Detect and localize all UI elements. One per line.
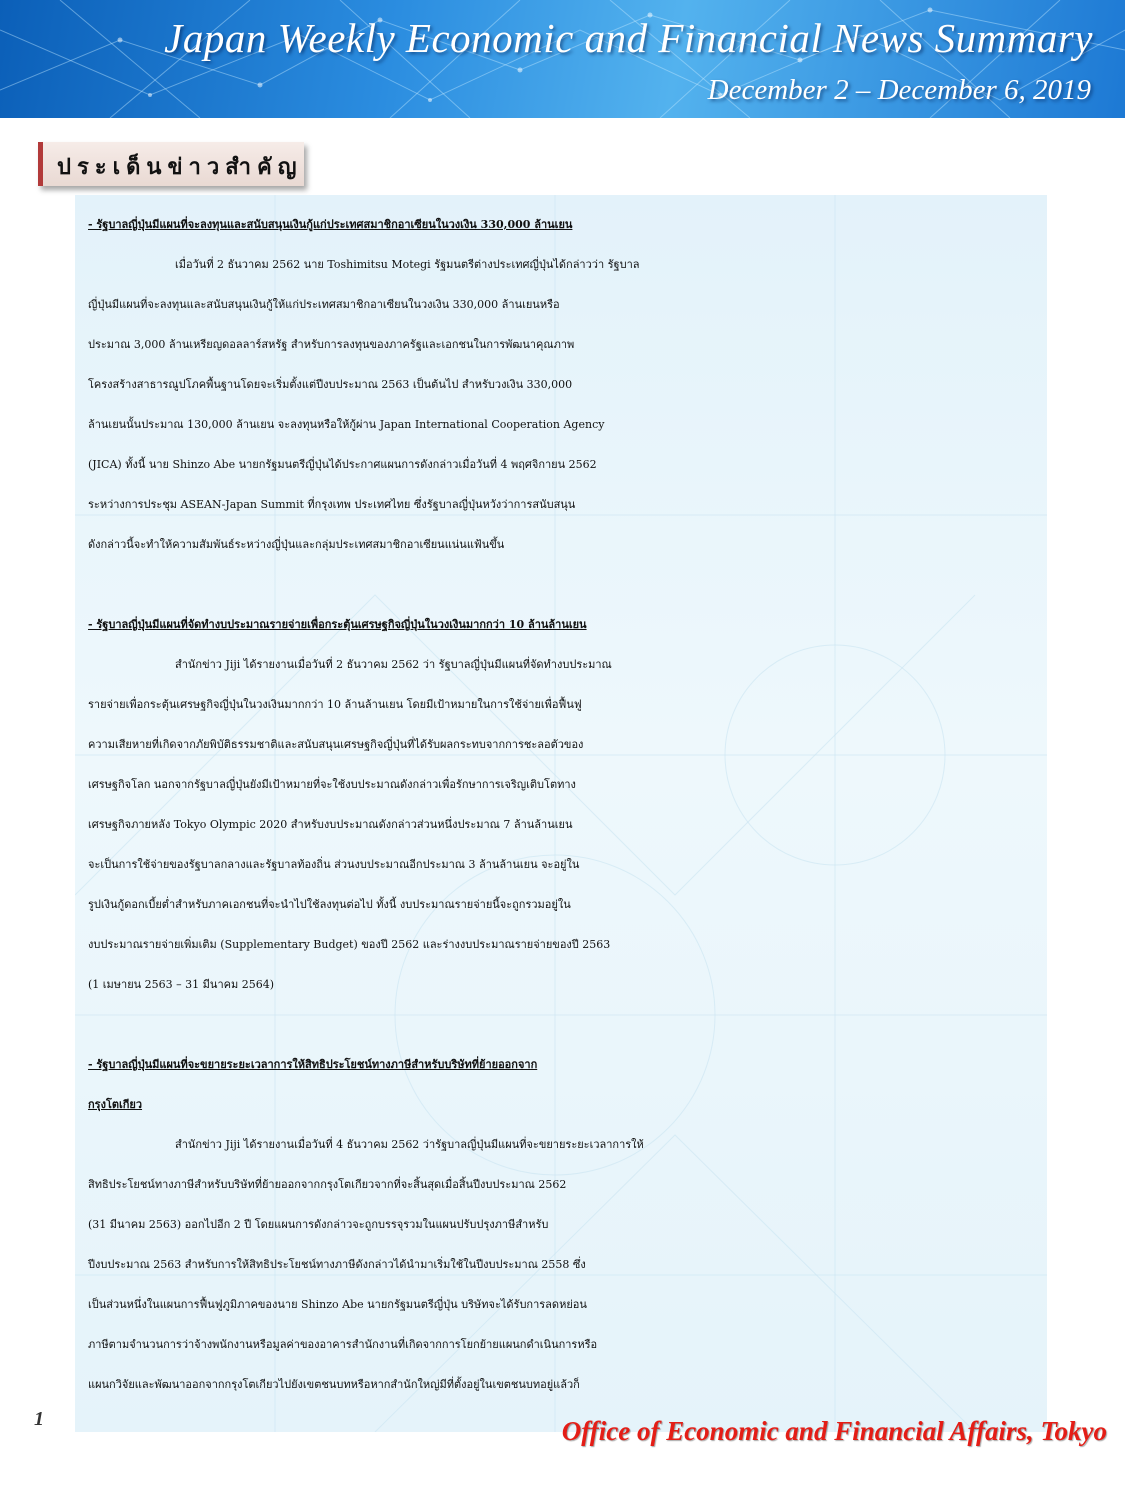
article-text-line: ปีงบประมาณ 2563 สำหรับการให้สิทธิประโยชน์ทางภาษีดังกล่าวได้นำมาเริ่มใช้ในปีงบประมาณ 2558 ซึ่ง xyxy=(88,1258,586,1271)
article-text-line: ระหว่างการประชุม ASEAN-Japan Summit ที่กรุงเทพ ประเทศไทย ซึ่งรัฐบาลญี่ปุ่นหวังว่าการสนับสนุน xyxy=(88,498,576,511)
article-text-line: (1 เมษายน 2563 – 31 มีนาคม 2564) xyxy=(88,978,275,991)
office-name-footer: Office of Economic and Financial Affairs, Tokyo xyxy=(561,1416,1107,1446)
article-text-line: เมื่อวันที่ 2 ธันวาคม 2562 นาย Toshimitsu Motegi รัฐมนตรีต่างประเทศญี่ปุ่นได้กล่าวว่า รัฐบาล xyxy=(175,258,640,271)
article-text-line: แผนกวิจัยและพัฒนาออกจากกรุงโตเกียวไปยังเขตชนบทหรือหากสำนักใหญ่มีที่ตั้งอยู่ในเขตชนบทอยู่แล้วก็ xyxy=(88,1378,580,1391)
article-headline: - รัฐบาลญี่ปุ่นมีแผนที่จะขยายระยะเวลาการให้สิทธิประโยชน์ทางภาษีสำหรับบริษัทที่ย้ายออกจาก xyxy=(88,1058,538,1071)
article-headline: - รัฐบาลญี่ปุ่นมีแผนที่จัดทำงบประมาณรายจ่ายเพื่อกระตุ้นเศรษฐกิจญี่ปุ่นในวงเงินมากกว่า 10 ล้านล้านเยน xyxy=(88,618,587,631)
article-tax-benefit-tokyo xyxy=(88,1045,1047,1405)
article-text-line: งบประมาณรายจ่ายเพิ่มเติม (Supplementary Budget) ของปี 2562 และร่างงบประมาณรายจ่ายของปี 2563 xyxy=(88,938,611,951)
article-text-line: ญี่ปุ่นมีแผนที่จะลงทุนและสนับสนุนเงินกู้ให้แก่ประเทศสมาชิกอาเซียนในวงเงิน 330,000 ล้านเยนหรือ xyxy=(88,298,560,311)
article-text-line: รูปเงินกู้ดอกเบี้ยต่ำสำหรับภาคเอกชนที่จะนำไปใช้ลงทุนต่อไป ทั้งนี้ งบประมาณรายจ่ายนี้จะถูกรวมอยู่ใน xyxy=(88,898,571,911)
article-stimulus-budget xyxy=(88,605,1047,1005)
article-text-line: เศรษฐกิจโลก นอกจากรัฐบาลญี่ปุ่นยังมีเป้าหมายที่จะใช้งบประมาณดังกล่าวเพื่อรักษาการเจริญเติบโตทาง xyxy=(88,778,576,791)
section-heading-key-news: ประเด็นข่าวสำคัญ xyxy=(38,142,304,186)
article-text-line: สำนักข่าว Jiji ได้รายงานเมื่อวันที่ 2 ธันวาคม 2562 ว่า รัฐบาลญี่ปุ่นมีแผนที่จัดทำงบประมาณ xyxy=(175,658,612,671)
article-text-line: (31 มีนาคม 2563) ออกไปอีก 2 ปี โดยแผนการดังกล่าวจะถูกบรรจุรวมในแผนปรับปรุงภาษีสำหรับ xyxy=(88,1218,549,1231)
article-text-line: สิทธิประโยชน์ทางภาษีสำหรับบริษัทที่ย้ายออกจากกรุงโตเกียวจากที่จะสิ้นสุดเมื่อสิ้นปีงบประมาณ 2562 xyxy=(88,1178,567,1191)
article-text-line: เศรษฐกิจภายหลัง Tokyo Olympic 2020 สำหรับงบประมาณดังกล่าวส่วนหนึ่งประมาณ 7 ล้านล้านเยน xyxy=(88,818,573,831)
article-text-line: จะเป็นการใช้จ่ายของรัฐบาลกลางและรัฐบาลท้องถิ่น ส่วนงบประมาณอีกประมาณ 3 ล้านล้านเยน จะอยู่ใน xyxy=(88,858,580,871)
article-asean-investment xyxy=(88,205,1047,565)
article-text-line: โครงสร้างสาธารณูปโภคพื้นฐานโดยจะเริ่มตั้งแต่ปีงบประมาณ 2563 เป็นต้นไป สำหรับวงเงิน 330,000 xyxy=(88,378,573,391)
article-text-line: ดังกล่าวนี้จะทำให้ความสัมพันธ์ระหว่างญี่ปุ่นและกลุ่มประเทศสมาชิกอาเซียนแน่นแฟ้นขึ้น xyxy=(88,538,505,551)
article-text-line: (JICA) ทั้งนี้ นาย Shinzo Abe นายกรัฐมนตรีญี่ปุ่นได้ประกาศแผนการดังกล่าวเมื่อวันที่ 4 พฤศจิกายน 2562 xyxy=(88,458,597,471)
article-headline-continued: กรุงโตเกียว xyxy=(88,1098,143,1111)
date-range: December 2 – December 6, 2019 xyxy=(707,74,1091,106)
article-list xyxy=(88,205,1047,1405)
newsletter-title: Japan Weekly Economic and Financial News Summary xyxy=(164,15,1093,61)
article-headline: - รัฐบาลญี่ปุ่นมีแผนที่จะลงทุนและสนับสนุนเงินกู้แก่ประเทศสมาชิกอาเซียนในวงเงิน 330,000 ล้านเยน xyxy=(88,218,573,231)
article-text-line: ภาษีตามจำนวนการว่าจ้างพนักงานหรือมูลค่าของอาคารสำนักงานที่เกิดจากการโยกย้ายแผนกดำเนินการหรือ xyxy=(88,1338,598,1351)
content-panel xyxy=(75,195,1047,1432)
article-text-line: ล้านเยนนั้นประมาณ 130,000 ล้านเยน จะลงทุนหรือให้กู้ผ่าน Japan International Cooperation Agency xyxy=(88,418,605,431)
article-text-line: ความเสียหายที่เกิดจากภัยพิบัติธรรมชาติและสนับสนุนเศรษฐกิจญี่ปุ่นที่ได้รับผลกระทบจากการชะลอตัวของ xyxy=(88,738,584,751)
article-text-line: สำนักข่าว Jiji ได้รายงานเมื่อวันที่ 4 ธันวาคม 2562 ว่ารัฐบาลญี่ปุ่นมีแผนที่จะขยายระยะเวลาการให้ xyxy=(175,1138,644,1151)
page-number: 1 xyxy=(34,1408,44,1430)
article-text-line: รายจ่ายเพื่อกระตุ้นเศรษฐกิจญี่ปุ่นในวงเงินมากกว่า 10 ล้านล้านเยน โดยมีเป้าหมายในการใช้จ่ายเพื่อฟื้นฟู xyxy=(88,698,582,711)
article-text-line: เป็นส่วนหนึ่งในแผนการฟื้นฟูภูมิภาคของนาย Shinzo Abe นายกรัฐมนตรีญี่ปุ่น บริษัทจะได้รับการลดหย่อน xyxy=(88,1298,587,1311)
header-banner xyxy=(0,0,1125,118)
article-text-line: ประมาณ 3,000 ล้านเหรียญดอลลาร์สหรัฐ สำหรับการลงทุนของภาครัฐและเอกชนในการพัฒนาคุณภาพ xyxy=(88,338,575,351)
